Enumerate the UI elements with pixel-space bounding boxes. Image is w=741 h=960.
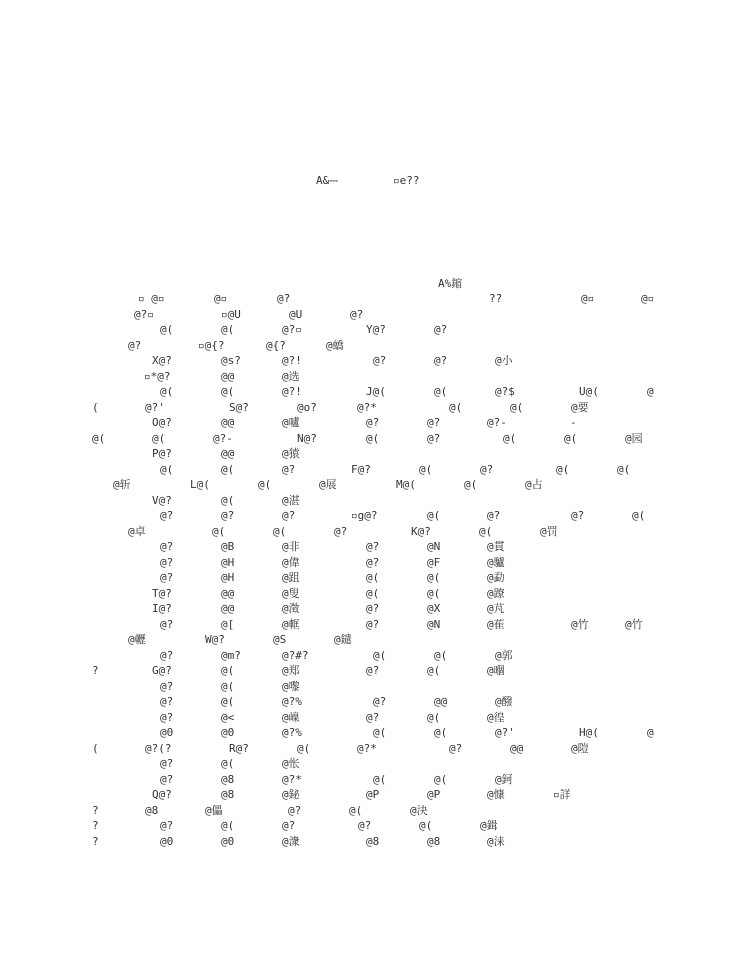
text-token: @猿 <box>282 447 300 460</box>
text-token: @P <box>366 788 380 801</box>
text-token: @( <box>427 586 441 600</box>
text-token: @跙 <box>282 571 300 584</box>
text-token: @( <box>373 648 387 662</box>
text-token: @轣 <box>128 633 146 646</box>
text-token: @蹽 <box>487 586 505 600</box>
text-token: @? <box>282 462 296 476</box>
text-token: @( <box>434 648 448 662</box>
text-token: @展 <box>319 478 337 491</box>
text-token: @( <box>632 509 646 522</box>
text-token: @? <box>366 602 380 615</box>
text-token: @S <box>273 633 287 646</box>
text-token: ? <box>92 819 99 832</box>
text-token: @? <box>282 819 296 832</box>
text-token: @▫ <box>641 292 655 305</box>
text-token: @? <box>571 509 585 522</box>
text-token: ? <box>92 803 99 817</box>
text-token: @嚟 <box>282 679 300 693</box>
text-token: @嗰 <box>487 664 505 677</box>
text-token: @( <box>160 385 174 398</box>
text-token: R@? <box>229 741 249 755</box>
text-token: @( <box>221 323 235 336</box>
header-right-text: ▫e?? <box>393 174 420 187</box>
text-token: @? <box>366 664 380 677</box>
text-token: @( <box>160 323 174 336</box>
text-token: @0 <box>160 834 174 848</box>
text-token: @8 <box>145 803 159 817</box>
text-token: @?▫ <box>282 323 302 336</box>
text-token: @▫ <box>214 292 228 305</box>
text-token: @萑 <box>487 617 505 631</box>
text-token: @叟 <box>282 586 300 600</box>
text-token: @非 <box>282 540 300 553</box>
text-token: @( <box>434 772 448 786</box>
text-token: @? <box>366 416 380 429</box>
text-token: @( <box>366 431 380 445</box>
text-token: @?- <box>487 416 507 429</box>
text-token: ▫詳 <box>553 788 571 801</box>
text-token: @? <box>487 509 501 522</box>
text-token: M@( <box>396 478 416 491</box>
text-token: @醱 <box>495 695 513 708</box>
text-token: X@? <box>152 354 172 367</box>
text-token: F@? <box>351 462 371 476</box>
text-token: @鍓 <box>480 819 498 832</box>
text-token: @?% <box>282 695 302 708</box>
text-token: @竹 <box>625 617 643 631</box>
text-token: @@ <box>221 447 235 460</box>
text-token: L@( <box>190 478 210 491</box>
text-token: @怅 <box>282 757 300 770</box>
text-token: @? <box>160 555 174 569</box>
text-token: @( <box>427 710 441 724</box>
header-left-text: A&⎓ <box>316 174 339 187</box>
text-token: @@ <box>221 416 235 429</box>
text-token: @? <box>350 307 364 321</box>
text-token: @8 <box>366 834 380 848</box>
text-token: @( <box>556 462 570 476</box>
text-token: @( <box>221 695 235 708</box>
text-token: @鈳 <box>495 772 513 786</box>
text-token: @? <box>366 617 380 631</box>
text-token: @? <box>221 509 235 522</box>
text-token: @( <box>449 400 463 414</box>
text-token: @?' <box>145 400 165 414</box>
text-token: @?! <box>282 354 302 367</box>
text-token: @? <box>160 617 174 631</box>
text-token: @( <box>434 726 448 739</box>
text-token: @0 <box>221 726 235 739</box>
text-token: @( <box>212 524 226 538</box>
text-token: @? <box>160 679 174 693</box>
text-token: @( <box>373 726 387 739</box>
text-token: @ <box>647 726 654 739</box>
text-token: @郭 <box>495 648 513 662</box>
section-label: A%鏥 <box>438 277 463 290</box>
text-token: @( <box>221 679 235 693</box>
text-token: @0 <box>160 726 174 739</box>
text-token: @? <box>334 524 348 538</box>
text-token: @H <box>221 571 235 584</box>
text-token: @? <box>449 741 463 755</box>
text-token: @( <box>221 385 235 398</box>
text-token: @? <box>427 431 441 445</box>
text-token: @? <box>358 819 372 832</box>
text-token: @軭 <box>282 617 300 631</box>
text-token: @?$ <box>495 385 515 398</box>
text-token: P@? <box>152 447 172 460</box>
text-token: @选 <box>282 369 300 383</box>
text-token: @0 <box>221 834 235 848</box>
text-token: @P <box>427 788 441 801</box>
text-token: @?(? <box>145 741 172 755</box>
text-token: @占 <box>525 478 543 491</box>
text-token: @? <box>366 540 380 553</box>
text-token: @儡 <box>205 803 223 817</box>
text-token: @( <box>221 819 235 832</box>
text-token: @o? <box>297 400 317 414</box>
text-token: @? <box>160 695 174 708</box>
text-token: @蟜 <box>326 338 344 352</box>
text-token: @?- <box>213 431 233 445</box>
text-token: @( <box>258 478 272 491</box>
text-token: @m? <box>221 648 241 662</box>
text-token: @小 <box>495 354 513 367</box>
text-token: W@? <box>205 633 225 646</box>
text-token: @?▫ <box>134 307 154 321</box>
text-token: @( <box>221 664 235 677</box>
text-token: @?% <box>282 726 302 739</box>
text-token: @( <box>434 385 448 398</box>
text-token: @( <box>221 462 235 476</box>
text-token: @( <box>349 803 363 817</box>
text-token: @慷 <box>487 788 505 801</box>
text-token: @{? <box>266 338 286 352</box>
text-token: @? <box>160 772 174 786</box>
text-token: O@? <box>152 416 172 429</box>
text-token: @ <box>647 385 654 398</box>
text-token: @( <box>617 462 631 476</box>
text-token: ? <box>92 664 99 677</box>
text-token: ▫*@? <box>144 369 171 383</box>
text-token: @( <box>160 462 174 476</box>
text-token: Q@? <box>152 788 172 801</box>
text-token: Y@? <box>366 323 386 336</box>
text-token: ( <box>92 741 99 755</box>
text-token: ▫@{? <box>198 338 225 352</box>
text-token: @( <box>510 400 524 414</box>
text-token: ( <box>92 400 99 414</box>
text-token: @勐 <box>487 571 505 584</box>
text-token: @F <box>427 555 441 569</box>
text-token: V@? <box>152 493 172 507</box>
text-token: @@ <box>221 369 235 383</box>
text-token: @( <box>419 819 433 832</box>
text-token: @@ <box>221 586 235 600</box>
text-token: @@ <box>434 695 448 708</box>
text-token: @▫ <box>581 292 595 305</box>
text-token: @?! <box>282 385 302 398</box>
text-token: @@ <box>221 602 235 615</box>
text-token: @嚧 <box>282 416 300 429</box>
text-token: @?#? <box>282 648 309 662</box>
text-token: @N <box>427 617 441 631</box>
text-token: @8 <box>427 834 441 848</box>
text-token: @罚 <box>540 524 558 538</box>
text-token: @芃 <box>487 602 505 615</box>
text-token: @( <box>366 571 380 584</box>
text-token: @? <box>160 710 174 724</box>
text-token: @( <box>297 741 311 755</box>
text-token: @?* <box>357 741 377 755</box>
text-token: @@ <box>510 741 524 755</box>
text-token: @( <box>427 664 441 677</box>
text-token: @? <box>366 710 380 724</box>
text-token: @( <box>92 431 106 445</box>
text-token: @H <box>221 555 235 569</box>
text-token: @?* <box>357 400 377 414</box>
text-token: @U <box>289 307 303 321</box>
text-token: @( <box>152 431 166 445</box>
text-token: N@? <box>297 431 317 445</box>
text-token: @? <box>160 648 174 662</box>
text-token: J@( <box>366 385 386 398</box>
text-token: ▫ @▫ <box>138 292 165 305</box>
text-token: @?' <box>495 726 515 739</box>
text-token: @( <box>221 493 235 507</box>
text-token: @偉 <box>282 555 300 569</box>
text-token: @< <box>221 710 235 724</box>
text-token: @( <box>273 524 287 538</box>
text-token: @? <box>480 462 494 476</box>
text-token: @澂 <box>282 602 300 615</box>
text-token: @要 <box>571 400 589 414</box>
text-token: S@? <box>229 400 249 414</box>
text-token: @鑓 <box>334 633 352 646</box>
text-token: @( <box>464 478 478 491</box>
text-token: @斩 <box>113 478 131 491</box>
text-token: @( <box>373 772 387 786</box>
text-token: @? <box>373 695 387 708</box>
text-token: @( <box>427 571 441 584</box>
text-token: ?? <box>489 292 503 305</box>
text-token: @鉍 <box>282 788 300 801</box>
text-token: @( <box>366 586 380 600</box>
text-token: @8 <box>221 772 235 786</box>
text-token: @? <box>160 509 174 522</box>
text-token: T@? <box>152 586 172 600</box>
text-token: @? <box>434 323 448 336</box>
text-token: @? <box>277 292 291 305</box>
text-token: U@( <box>579 385 599 398</box>
text-token: @? <box>434 354 448 367</box>
text-token: @( <box>503 431 517 445</box>
text-token: @隑 <box>571 741 589 755</box>
text-token: @? <box>128 338 142 352</box>
text-token: ▫g@? <box>351 509 378 522</box>
text-token: @決 <box>410 803 428 817</box>
text-token: @8 <box>221 788 235 801</box>
text-token: @貫 <box>487 540 505 553</box>
text-token: @涞 <box>487 834 505 848</box>
text-token: @?* <box>282 772 302 786</box>
text-token: @? <box>282 509 296 522</box>
text-token: @B <box>221 540 235 553</box>
text-token: @? <box>366 555 380 569</box>
text-token: @? <box>427 416 441 429</box>
text-token: ? <box>92 834 99 848</box>
text-token: @? <box>373 354 387 367</box>
text-token: @郑 <box>282 664 300 677</box>
text-token: ▫@U <box>221 307 241 321</box>
text-token: @? <box>160 757 174 770</box>
text-token: @( <box>427 509 441 522</box>
text-token: - <box>570 416 577 429</box>
text-token: @[ <box>221 617 235 631</box>
text-token: H@( <box>579 726 599 739</box>
text-token: @竹 <box>571 617 589 631</box>
text-token: @园 <box>625 431 643 445</box>
text-token: I@? <box>152 602 172 615</box>
text-token: G@? <box>152 664 172 677</box>
text-token: K@? <box>411 524 431 538</box>
text-token: @嵲 <box>282 710 300 724</box>
text-token: @? <box>160 819 174 832</box>
text-token: @? <box>288 803 302 817</box>
text-token: @潨 <box>282 834 300 848</box>
text-token: @N <box>427 540 441 553</box>
text-token: @( <box>221 757 235 770</box>
text-token: @s? <box>221 354 241 367</box>
text-token: @徨 <box>487 710 505 724</box>
text-token: @X <box>427 602 441 615</box>
text-token: @湛 <box>282 493 300 507</box>
text-token: @( <box>564 431 578 445</box>
text-token: @驢 <box>487 555 505 569</box>
text-token: @( <box>419 462 433 476</box>
text-token: @( <box>479 524 493 538</box>
text-token: @卓 <box>128 524 146 538</box>
text-token: @? <box>160 571 174 584</box>
text-token: @? <box>160 540 174 553</box>
